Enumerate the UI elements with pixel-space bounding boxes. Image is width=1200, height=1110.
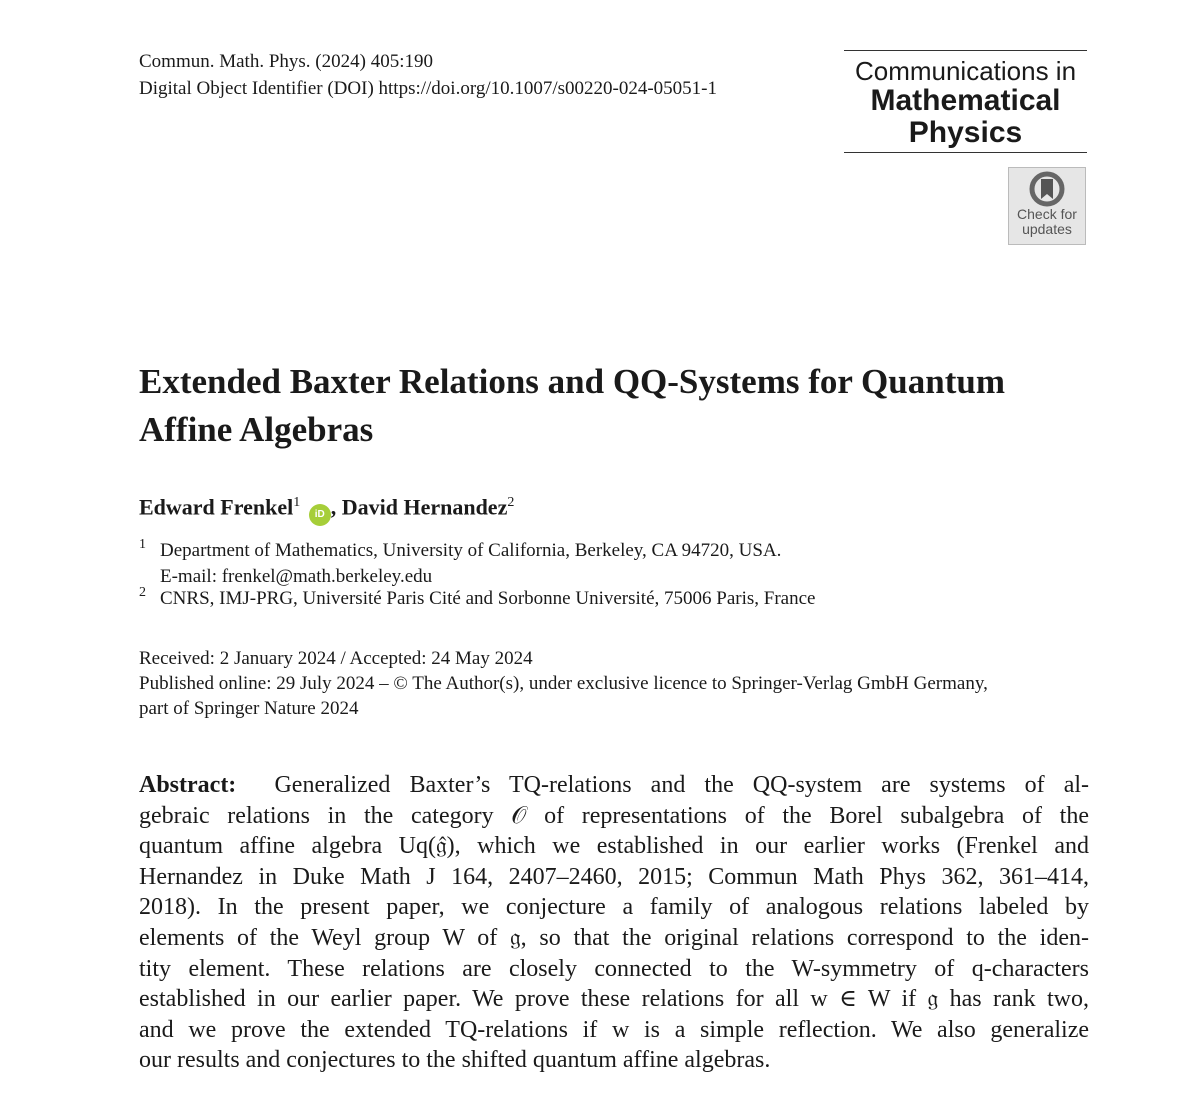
abstract-label: Abstract: [139,772,237,798]
affiliation-2 [139,586,815,612]
affiliation-text: Department of Mathematics, University of California, Berkeley, CA 94720, USA. [160,540,782,561]
affiliation-1 [139,538,781,590]
check-for-updates-line2: updates [1022,221,1072,237]
paper-title: Extended Baxter Relations and QQ-Systems for Quantum Affine Algebras [139,362,1005,449]
received-accepted: Received: 2 January 2024 / Accepted: 24 May 2024 [139,648,533,669]
abstract-line: elements of the Weyl group W of 𝔤, so that the original relations correspond to the iden- [139,924,1089,951]
published-online-cont: part of Springer Nature 2024 [139,698,359,719]
check-for-updates-button[interactable] [1008,167,1086,245]
affiliation-text: CNRS, IMJ-PRG, Université Paris Cité and Sorbonne Université, 75006 Paris, France [160,588,816,609]
journal-logo-line2: Mathematical [870,84,1061,117]
orcid-icon[interactable]: iD [309,504,331,526]
author-name[interactable]: Edward Frenkel [139,494,294,520]
author-affiliation-marker: 2 [507,495,515,510]
author-list: Edward Frenkel$^1$ iD , David Hernandez$^2$ [139,488,514,526]
abstract-line: gebraic relations in the category 𝒪 of representations of the Borel subalgebra of the [139,802,1089,829]
abstract-line: 2018). In the present paper, we conjecture a family of analogous relations labeled by [139,894,1089,921]
author-email[interactable]: E-mail: frenkel@math.berkeley.edu [160,566,433,587]
abstract-line: quantum affine algebra Uq(𝔤̂), which we established in our earlier works (Frenkel and [139,833,1089,860]
affiliation-number: 1 [139,537,146,552]
journal-logo-line3: Physics [908,116,1023,149]
check-for-updates-line1: Check for [1017,206,1077,222]
journal-logo-line1: Communications in [854,56,1077,86]
published-online: Published online: 29 July 2024 – © The Author(s), under exclusive licence to Springer-Verlag GmbH Germany, [139,673,988,694]
citation-block [139,48,717,102]
abstract-line: and we prove the extended TQ-relations if w is a simple reflection. We also generalize [139,1016,1089,1043]
journal-logo [844,50,1087,153]
abstract [139,770,1089,1076]
abstract-line: Hernandez in Duke Math J 164, 2407–2460, 2015; Commun Math Phys 362, 361–414, [139,863,1089,890]
author-name[interactable]: David Hernandez [341,494,508,520]
abstract-line: Abstract: Generalized Baxter’s TQ-relations and the QQ-system are systems of al- [139,772,1090,798]
bookmark-icon [1029,171,1065,207]
journal-citation: Commun. Math. Phys. (2024) 405:190 [139,51,433,72]
abstract-line: our results and conjectures to the shifted quantum affine algebras. [139,1047,771,1074]
author-affiliation-marker: 1 [293,495,301,510]
doi-link[interactable]: Digital Object Identifier (DOI) https://doi.org/10.1007/s00220-024-05051-1 [139,78,718,99]
affiliation-number: 2 [139,585,146,600]
abstract-line: established in our earlier paper. We prove these relations for all w ∈ W if 𝔤 has rank two, [139,986,1089,1013]
abstract-line: tity element. These relations are closely connected to the W-symmetry of q-characters [139,955,1089,982]
publication-dates [139,646,988,721]
